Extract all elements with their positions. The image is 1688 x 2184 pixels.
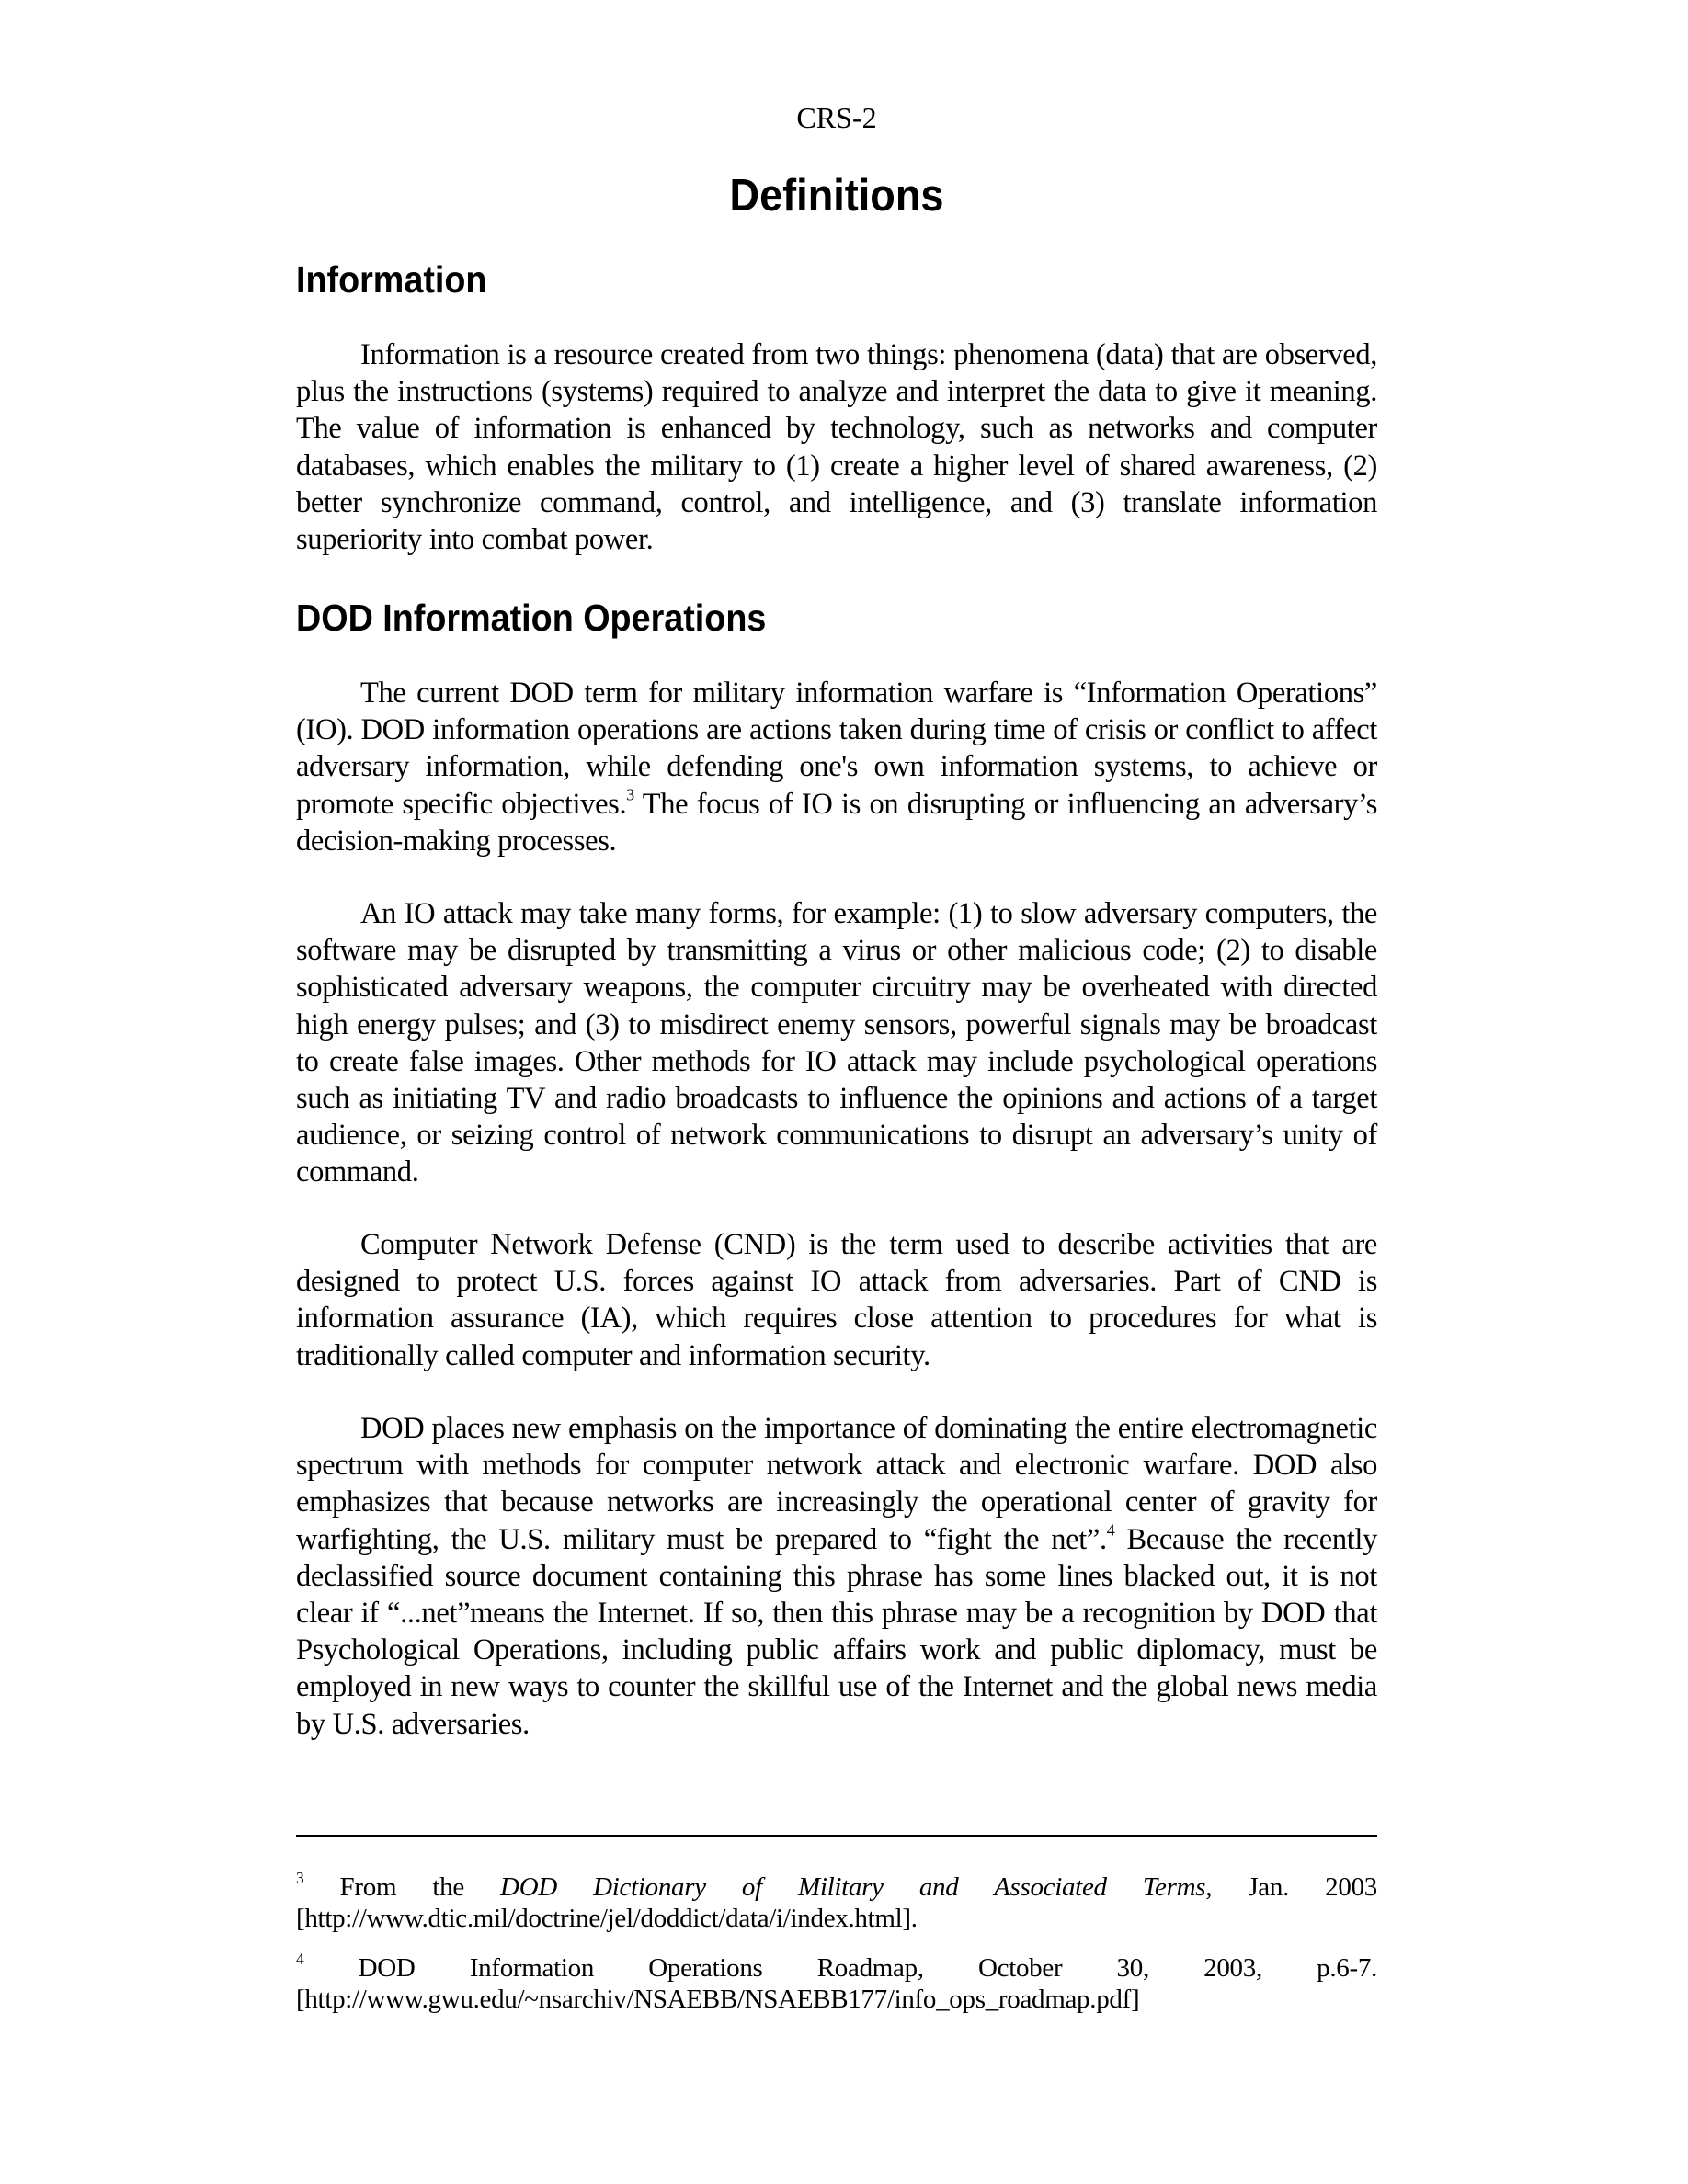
paragraph-fight-the-net [296, 1410, 1377, 1743]
paragraph-io-attack-forms: An IO attack may take many forms, for example: (1) to slow adversary computers, the software may be disrupted by transmitting a virus or other malicious code; (2) to disable sophisticated adversary weapons, the computer circuitry may be overheated with directed high energy pulses; and (3) to misdirect enemy sensors, powerful signals may be broadcast to create false images. Other methods for IO attack may include psychological operations such as initiating TV and radio broadcasts to influence the opinions and actions of a target audience, or seizing control of network communications to disrupt an adversary’s unity of command. [296, 897, 1377, 1189]
footnote-ref-3[interactable]: 3 [626, 785, 634, 804]
paragraph-text: Because the recently declassified source document containing this phrase has some lines blacked out, it is not clear if “...net”means the Internet. If so, then this phrase may be a recognition by DOD that Psychological Operations, including public affairs work and public diplomacy, must be employed in new ways to counter the skillful use of the Internet and the global news media by U.S. adversaries. [296, 1522, 1377, 1741]
paragraph-text: DOD places new emphasis on the importance of dominating the entire electromagnetic spectrum with methods for computer network attack and electronic warfare. DOD also emphasizes that because networks are increasingly the operational center of gravity for warfighting, the U.S. military must be prepared to “fight the net”. [296, 1412, 1377, 1556]
page-title: Definitions [729, 171, 944, 221]
footnote-source-title: DOD Dictionary of Military and Associated Terms [500, 1872, 1206, 1902]
footnote-number: 3 [296, 1868, 304, 1887]
footnote-number: 4 [296, 1949, 304, 1968]
footnote-divider [296, 1835, 1377, 1837]
section-heading-information: Information [296, 258, 487, 301]
paragraph-io-term [296, 675, 1377, 859]
footnote-link-text[interactable]: DOD Information Operations Roadmap, October 30, 2003, p.6-7. [http://www.gwu.edu/~nsarchiv/NSAEBB/NSAEBB177/info_ops_roadmap.pdf] [296, 1953, 1377, 2014]
footnote-text: From the [303, 1872, 501, 1902]
footnote-link-text[interactable]: , Jan. 2003 [http://www.dtic.mil/doctrine/jel/doddict/data/i/index.html]. [296, 1872, 1377, 1933]
footnote-ref-4[interactable]: 4 [1106, 1520, 1115, 1540]
paragraph-cnd: Computer Network Defense (CND) is the term used to describe activities that are designed to protect U.S. forces against IO attack from adversaries. Part of CND is information assurance (IA), which requires close attention to procedures for what is traditionally called computer and information security. [296, 1228, 1377, 1372]
page-number: CRS-2 [796, 101, 877, 134]
footnote-4 [296, 1949, 1377, 2015]
paragraph-text: The focus of IO is on disrupting or influencing an adversary’s decision-making processes. [296, 787, 1377, 858]
paragraph-information-definition: Information is a resource created from two things: phenomena (data) that are observed, plus the instructions (systems) required to analyze and interpret the data to give it meaning. The value of information is enhanced by technology, such as networks and computer databases, which enables the military to (1) create a higher level of shared awareness, (2) better synchronize command, control, and intelligence, and (3) translate information superiority into combat power. [296, 338, 1377, 557]
paragraph-text: The current DOD term for military information warfare is “Information Operations” (IO). DOD information operations are actions taken during time of crisis or conflict to affect adversary information, while defending one's own information systems, to achieve or promote specific objectives. [296, 677, 1377, 821]
footnote-3 [296, 1868, 1377, 1934]
section-heading-dod-information-operations: DOD Information Operations [296, 597, 767, 639]
